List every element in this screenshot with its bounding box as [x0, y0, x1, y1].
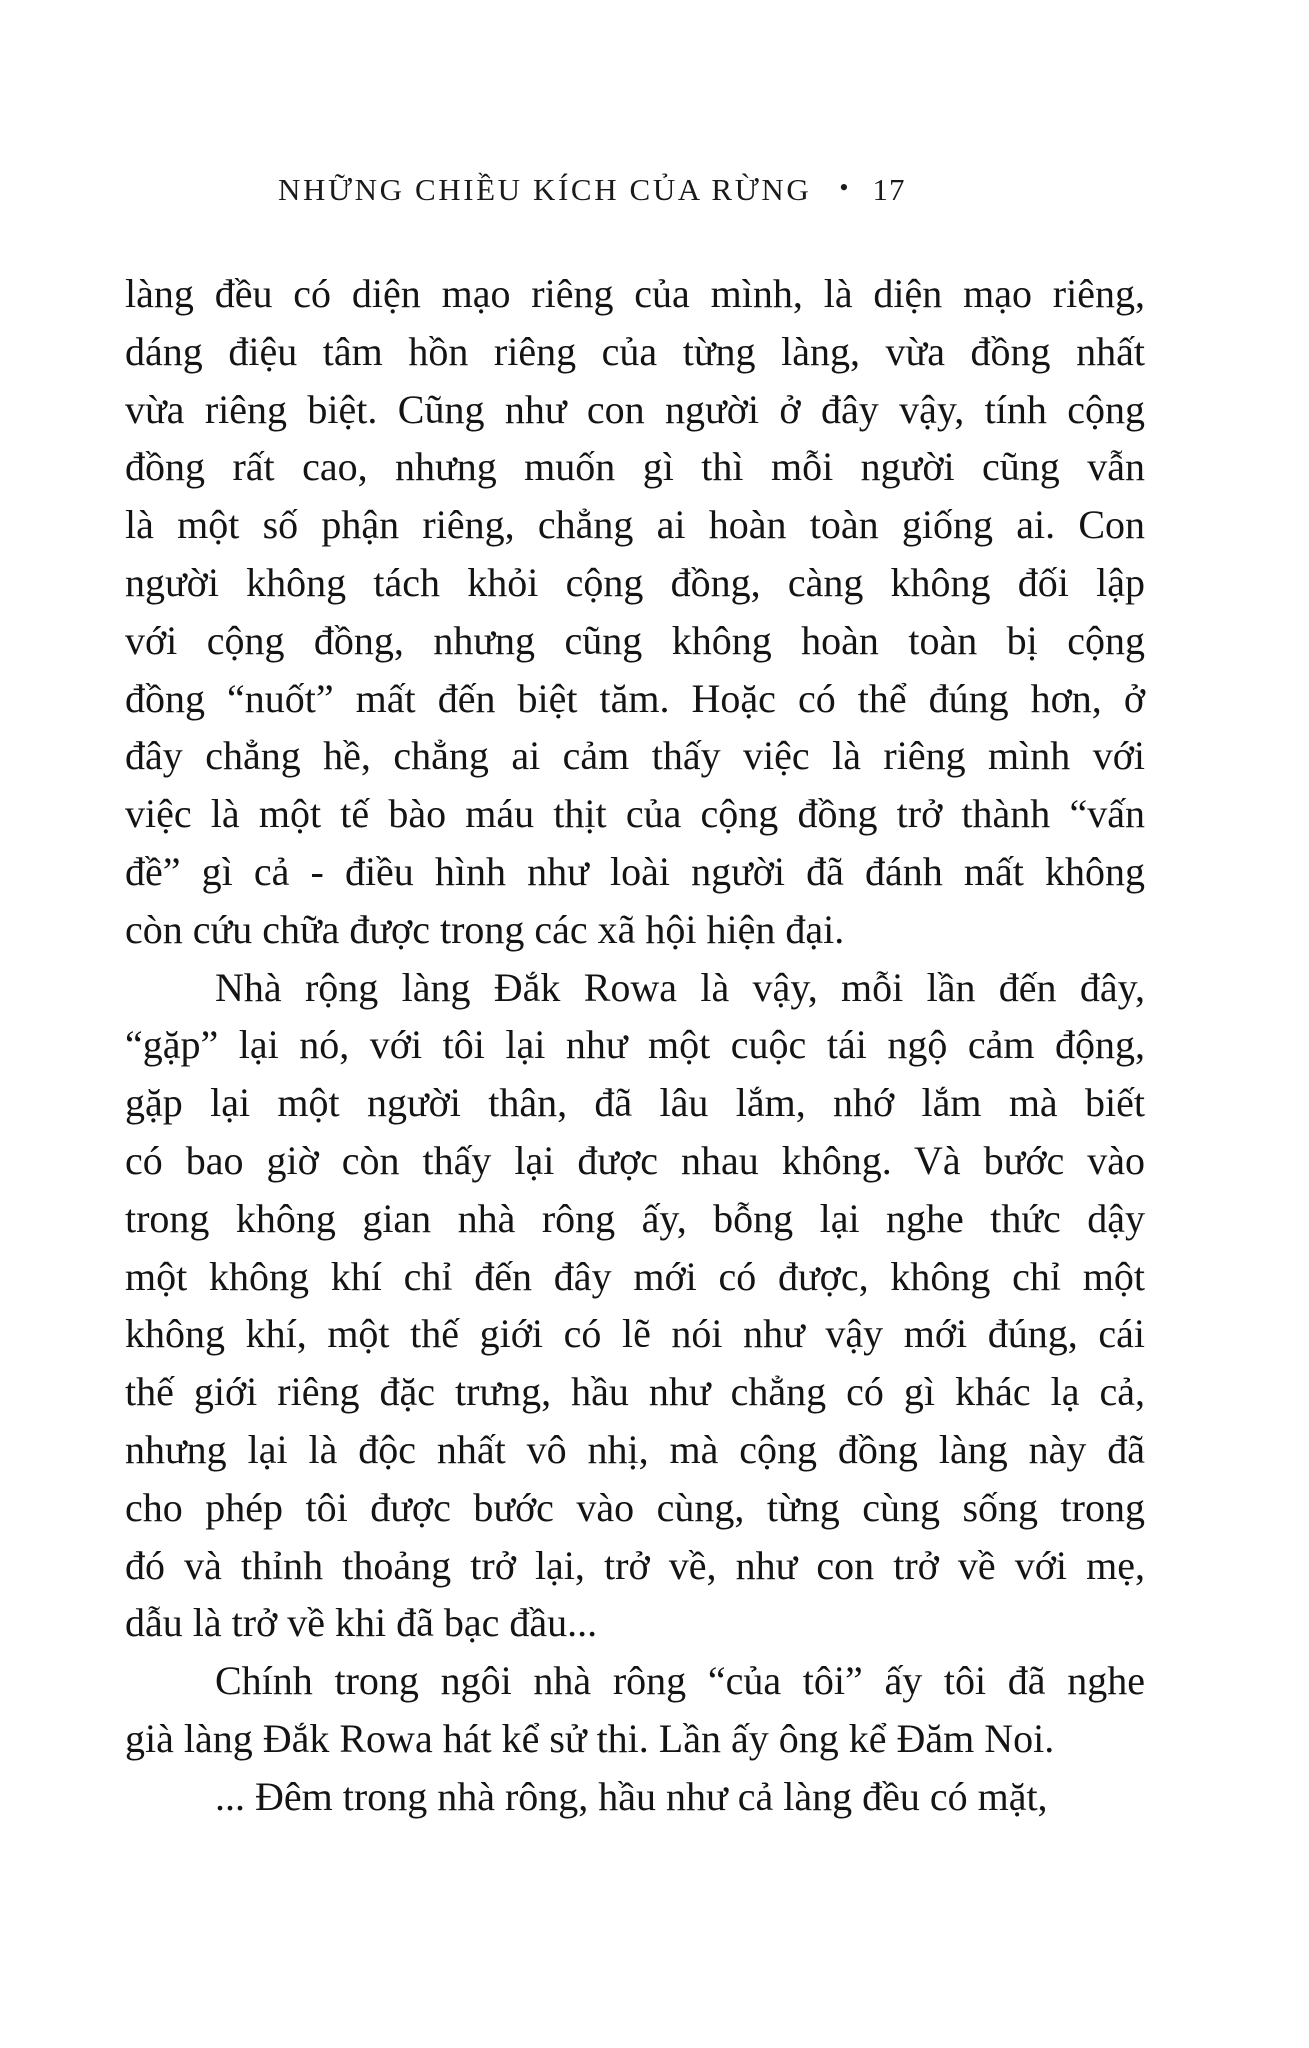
running-head [278, 172, 988, 212]
chapter-title: NHỮNG CHIỀU KÍCH CỦA RỪNG [278, 172, 812, 207]
text-line: đồng rất cao, nhưng muốn gì thì mỗi người cũng vẫn [125, 444, 1145, 490]
text-line: đồng “nuốt” mất đến biệt tăm. Hoặc có thể đúng hơn, ở [125, 675, 1145, 721]
paragraph-first-line: Nhà rộng làng Đắk Rowa là vậy, mỗi lần đến đây, [215, 964, 1145, 1010]
text-line: có bao giờ còn thấy lại được nhau không. Và bước vào [125, 1137, 1145, 1183]
text-line: làng đều có diện mạo riêng của mình, là diện mạo riêng, [125, 271, 1145, 316]
text-line: cho phép tôi được bước vào cùng, từng cùng sống trong [125, 1484, 1145, 1530]
text-line: dáng điệu tâm hồn riêng của từng làng, vừa đồng nhất [125, 328, 1145, 374]
text-line: việc là một tế bào máu thịt của cộng đồng trở thành “vấn [125, 791, 1145, 837]
text-line: gặp lại một người thân, đã lâu lắm, nhớ lắm mà biết [125, 1080, 1145, 1126]
paragraph-first-line: Chính trong ngôi nhà rông “của tôi” ấy tôi đã nghe [215, 1658, 1145, 1704]
text-line: không khí, một thế giới có lẽ nói như vậy mới đúng, cái [125, 1311, 1145, 1357]
page-number: 17 [872, 172, 906, 207]
text-line: thế giới riêng đặc trưng, hầu như chẳng có gì khác lạ cả, [125, 1369, 1145, 1415]
text-line: với cộng đồng, nhưng cũng không hoàn toàn bị cộng [125, 617, 1145, 663]
text-line: trong không gian nhà rông ấy, bỗng lại nghe thức dậy [125, 1195, 1145, 1241]
text-line: đó và thỉnh thoảng trở lại, trở về, như con trở về với mẹ, [125, 1542, 1145, 1588]
text-line: một không khí chỉ đến đây mới có được, không chỉ một [125, 1253, 1145, 1299]
paragraph-first-line: ... Đêm trong nhà rông, hầu như cả làng đều có mặt, [215, 1773, 1048, 1819]
text-line: già làng Đắk Rowa hát kể sử thi. Lần ấy ông kể Đăm Noi. [125, 1715, 1055, 1761]
text-line: dẫu là trở về khi đã bạc đầu... [125, 1600, 598, 1646]
text-line: “gặp” lại nó, với tôi lại như một cuộc tái ngộ cảm động, [125, 1022, 1145, 1068]
body-text [125, 265, 1145, 1826]
text-line: đề” gì cả - điều hình như loài người đã đánh mất không [125, 848, 1145, 894]
text-line: vừa riêng biệt. Cũng như con người ở đây vậy, tính cộng [125, 386, 1145, 432]
text-line: người không tách khỏi cộng đồng, càng không đối lập [125, 559, 1145, 605]
text-line: còn cứu chữa được trong các xã hội hiện đại. [125, 906, 845, 952]
text-line: nhưng lại là độc nhất vô nhị, mà cộng đồng làng này đã [125, 1426, 1145, 1472]
separator-dot: • [839, 173, 849, 202]
text-line: đây chẳng hề, chẳng ai cảm thấy việc là riêng mình với [125, 733, 1145, 779]
text-line: là một số phận riêng, chẳng ai hoàn toàn giống ai. Con [125, 502, 1145, 548]
